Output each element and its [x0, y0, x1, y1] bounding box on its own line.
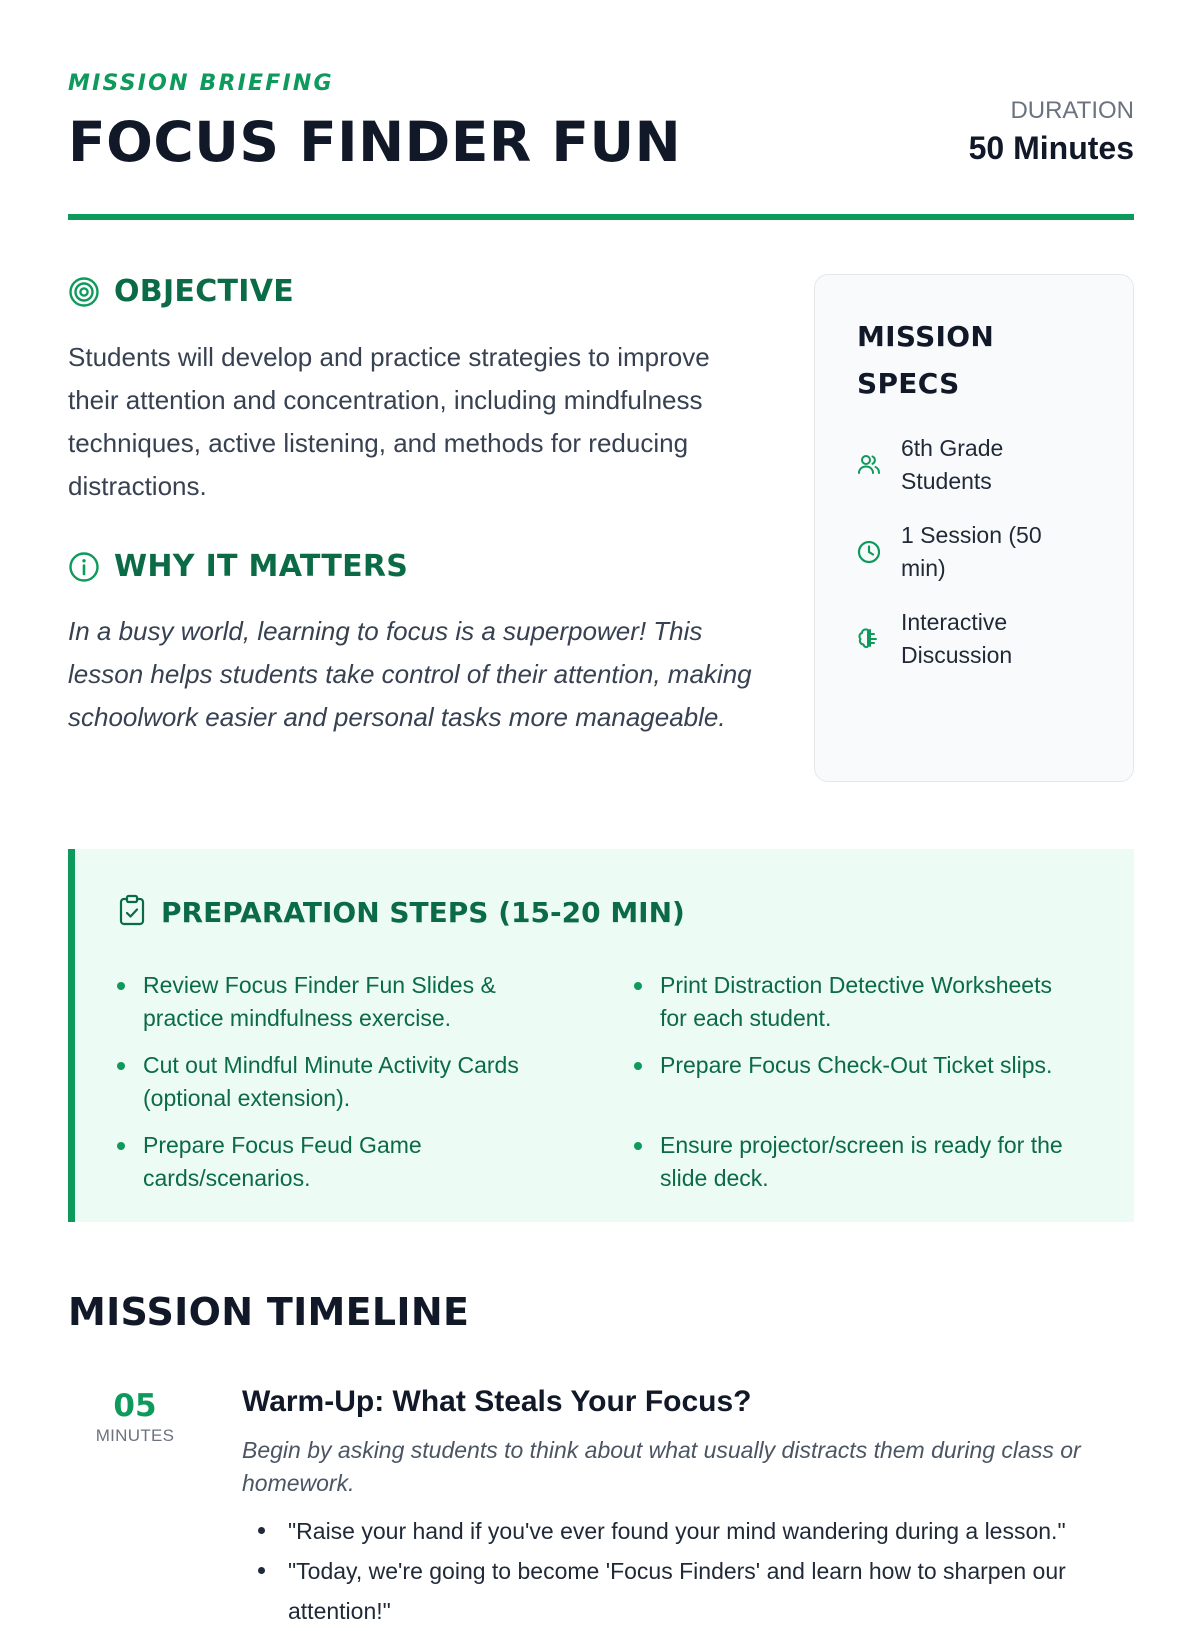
users-icon [855, 451, 883, 479]
spec-label: 6th Grade Students [901, 435, 1004, 494]
objective-text: Students will develop and practice strategies to improve their attention and concentration, including mindfulness techniques, active listening, and methods for reducing distractions. [68, 342, 710, 501]
spec-label: Interactive Discussion [901, 609, 1013, 668]
step-minutes-unit: MINUTES [95, 1426, 175, 1445]
prep-item: Prepare Focus Check-Out Ticket slips. [634, 1049, 1074, 1082]
step-description: Begin by asking students to think about what usually distracts them during class or homework. [242, 1437, 1081, 1496]
duration-value: 50 Minutes [968, 130, 1134, 166]
mission-briefing-kicker: MISSION BRIEFING [68, 71, 334, 96]
step-bullet: "Today, we're going to become 'Focus Finders' and learn how to sharpen our attention!" [288, 1551, 1134, 1631]
why-heading-text: WHY IT MATTERS [114, 549, 409, 584]
page-title: FOCUS FINDER FUN [68, 110, 682, 174]
clock-icon [855, 538, 883, 566]
step-bullet: "Raise your hand if you've ever found your mind wandering during a lesson." [288, 1511, 1134, 1551]
objective-heading [68, 274, 294, 309]
step-title: Warm-Up: What Steals Your Focus? [242, 1385, 752, 1418]
why-heading [68, 549, 408, 584]
info-icon [68, 551, 100, 583]
mission-specs-title: MISSION SPECS [857, 320, 995, 400]
preparation-heading [117, 894, 685, 931]
step-minutes: 05 [113, 1388, 157, 1424]
timeline-heading: MISSION TIMELINE [68, 1290, 470, 1334]
mission-specs-card [814, 274, 1134, 782]
spec-item-sessions [855, 519, 1071, 585]
prep-item: Ensure projector/screen is ready for the slide deck. [634, 1129, 1074, 1195]
prep-item: Print Distraction Detective Worksheets for each student. [634, 969, 1074, 1035]
clipboard-check-icon [117, 894, 147, 931]
spec-item-format [855, 606, 1071, 672]
prep-item: Prepare Focus Feud Game cards/scenarios. [117, 1129, 557, 1195]
preparation-box [68, 849, 1134, 1222]
prep-item: Review Focus Finder Fun Slides & practice mindfulness exercise. [117, 969, 557, 1035]
target-icon [68, 276, 100, 308]
brain-icon [855, 625, 883, 653]
why-text: In a busy world, learning to focus is a superpower! This lesson helps students take control of their attention, making schoolwork easier and personal tasks more manageable. [68, 616, 752, 732]
prep-item: Cut out Mindful Minute Activity Cards (optional extension). [117, 1049, 557, 1115]
spec-item-audience [855, 432, 1071, 498]
header-divider [68, 214, 1134, 220]
objective-heading-text: OBJECTIVE [114, 274, 295, 309]
duration-label: DURATION [1010, 97, 1134, 124]
spec-label: 1 Session (50 min) [901, 522, 1042, 581]
preparation-heading-text: PREPARATION STEPS (15-20 MIN) [161, 896, 685, 929]
